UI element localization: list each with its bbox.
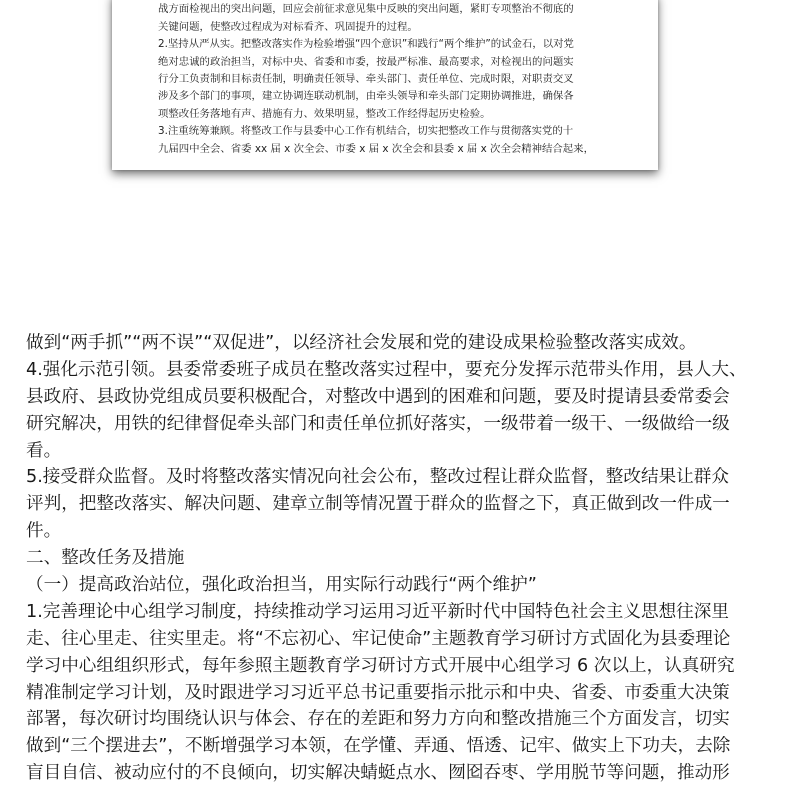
paragraph-line: 4.强化示范引领。县委常委班子成员在整改落实过程中，要充分发挥示范带头作用，县人大、 — [26, 359, 747, 380]
document-preview-card — [112, 0, 658, 170]
paragraph-line: 1.完善理论中心组学习制度，持续推动学习运用习近平新时代中国特色社会主义思想往深里 — [26, 601, 729, 622]
paragraph-line: 盲目自信、被动应付的不良倾向，切实解决蜻蜓点水、囫囵吞枣、学用脱节等问题，推动形 — [26, 763, 730, 784]
card-line: 2.坚持从严从实。把整改落实作为检验增强“四个意识”和践行“两个维护”的试金石，以对党 — [158, 38, 574, 51]
subsection-heading: （一）提高政治站位，强化政治担当，用实际行动践行“两个维护” — [26, 575, 537, 596]
section-heading: 二、整改任务及措施 — [26, 548, 185, 569]
paragraph-line: 做到“两手抓”“两不误”“双促进”，以经济社会发展和党的建设成果检验整改落实成效。 — [26, 333, 697, 353]
paragraph-line: 学习中心组组织形式，每年参照主题教育学习研讨方式开展中心组学习 6 次以上，认真研究 — [26, 655, 735, 676]
document-preview-text — [158, 0, 658, 158]
card-line: 战方面检视出的突出问题，回应会前征求意见集中反映的突出问题，紧盯专项整治不彻底的 — [158, 3, 574, 16]
paragraph-line: 走、往心里走、往实里走。将“不忘初心、牢记使命”主题教育学习研讨方式固化为县委理论 — [26, 628, 731, 649]
card-line: 行分工负责制和目标责任制，明确责任领导、牵头部门、责任单位、完成时限，对职责交叉 — [158, 72, 574, 85]
paragraph-line: 件。 — [26, 521, 62, 542]
card-line: 九届四中全会、省委 xx 届 x 次全会、市委 x 届 x 次全会和县委 x 届 x 次全会精神结合起来， — [158, 142, 594, 155]
card-line: 3.注重统筹兼顾。将整改工作与县委中心工作有机结合，切实把整改工作与贯彻落实党的十 — [158, 125, 574, 138]
card-line: 绝对忠诚的政治担当，对标中央、省委和市委，按最严标准、最高要求，对检视出的问题实 — [158, 55, 574, 68]
paragraph-line: 精准制定学习计划，及时跟进学习习近平总书记重要指示批示和中央、省委、市委重大决策 — [26, 682, 730, 703]
paragraph-line: 县政府、县政协党组成员要积极配合，对整改中遇到的困难和问题，要及时提请县委常委会 — [26, 386, 730, 407]
paragraph-line: 5.接受群众监督。及时将整改落实情况向社会公布，整改过程让群众监督，整改结果让群众 — [26, 467, 729, 488]
paragraph-line: 做到“三个摆进去”，不断增强学习本领，在学懂、弄通、悟透、记牢、做实上下功夫，去除 — [26, 736, 731, 757]
card-line: 项整改任务落地有声、措施有力、效果明显，整改工作经得起历史检验。 — [158, 107, 491, 120]
paragraph-line: 评判，把整改落实、解决问题、建章立制等情况置于群众的监督之下，真正做到改一件成一 — [26, 494, 730, 515]
document-body — [26, 330, 786, 787]
paragraph-line: 研究解决，用铁的纪律督促牵头部门和责任单位抓好落实，一级带着一级干、一级做给一级 — [26, 413, 730, 434]
card-line: 涉及多个部门的事项，建立协调连联动机制，由牵头领导和牵头部门定期协调推进，确保各 — [158, 90, 574, 103]
paragraph-line: 部署，每次研讨均围绕认识与体会、存在的差距和努力方向和整改措施三个方面发言，切实 — [26, 709, 730, 730]
paragraph-line: 看。 — [26, 440, 62, 461]
card-line: 关键问题，使整改过程成为对标看齐、巩固提升的过程。 — [158, 20, 418, 33]
